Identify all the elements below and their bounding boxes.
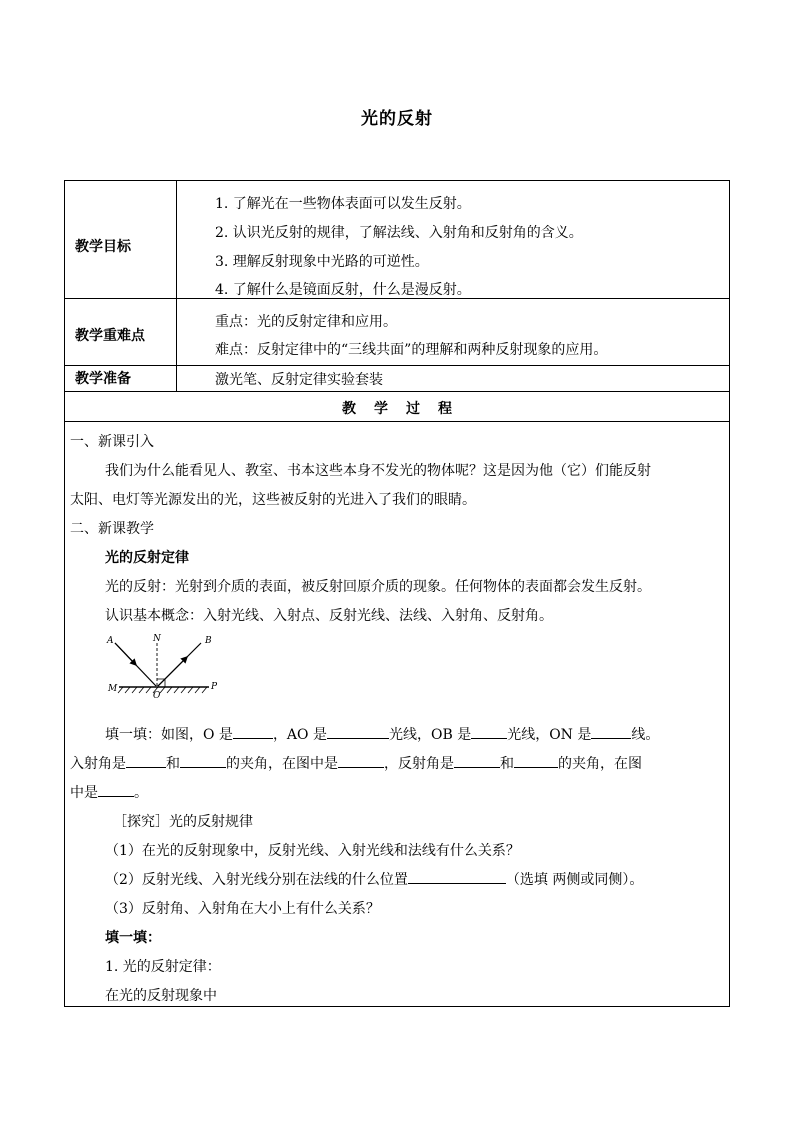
fill-text: 和	[166, 756, 180, 772]
objectives-label: 教学目标	[75, 239, 131, 255]
fill-text: 线。	[631, 727, 660, 743]
question-2	[105, 869, 643, 889]
fill-text: ，反射角是	[384, 756, 454, 772]
blank-field[interactable]	[233, 724, 273, 739]
label-n: N	[153, 634, 161, 644]
fill-text: 光线，OB 是	[388, 727, 472, 743]
fill-text: ，AO 是	[272, 727, 327, 743]
fill-heading: 填一填：	[105, 930, 161, 946]
fill-text: 中是	[70, 785, 98, 801]
objective-item: 3. 理解反射现象中光路的可逆性。	[215, 254, 429, 270]
fill-text: 。	[134, 785, 148, 801]
reflected-ray-arrow	[158, 657, 187, 686]
blank-field[interactable]	[454, 753, 500, 768]
blank-field[interactable]	[98, 782, 134, 797]
fill-text: 和	[500, 756, 514, 772]
row-divider	[65, 365, 729, 366]
process-title: 教学过程	[342, 401, 470, 417]
key-point-item: 难点：反射定律中的“三线共面”的理解和两种反射现象的应用。	[215, 342, 608, 358]
label-a: A	[107, 636, 114, 646]
paragraph-line: 太阳、电灯等光源发出的光，这些被反射的光进入了我们的眼睛。	[70, 492, 476, 508]
label-o: O	[153, 691, 161, 699]
column-divider	[176, 181, 177, 391]
question-text: （2）反射光线、入射光线分别在法线的什么位置	[105, 872, 408, 888]
section-heading: 二、新课教学	[70, 521, 154, 537]
fill-text: 的夹角，在图中是	[226, 756, 338, 772]
blank-field[interactable]	[514, 753, 558, 768]
key-points-label: 教学重难点	[75, 328, 145, 344]
blank-field[interactable]	[591, 724, 631, 739]
label-m: M	[108, 684, 118, 694]
question-text: （选填 两侧或同侧）。	[505, 872, 644, 888]
objective-item: 2. 认识光反射的规律，了解法线、入射角和反射角的含义。	[215, 225, 583, 241]
preparation-label: 教学准备	[75, 371, 131, 387]
section-heading: 一、新课引入	[70, 434, 154, 450]
page-title: 光的反射	[361, 109, 433, 129]
objective-item: 1. 了解光在一些物体表面可以发生反射。	[215, 196, 471, 212]
lesson-table	[64, 180, 730, 1007]
fill-text: 的夹角，在图	[558, 756, 642, 772]
fill-line-1	[105, 724, 659, 744]
concepts-line: 认识基本概念：入射光线、入射点、反射光线、法线、入射角、反射角。	[105, 608, 553, 624]
blank-field[interactable]	[180, 753, 226, 768]
preparation-text: 激光笔、反射定律实验套装	[215, 372, 383, 388]
mirror-hatching	[118, 687, 207, 693]
paragraph-line: 我们为什么能看见人、教室、书本这些本身不发光的物体呢？这是因为他（它）们能反射	[105, 463, 651, 479]
definition-line: 光的反射：光射到介质的表面，被反射回原介质的现象。任何物体的表面都会发生反射。	[105, 579, 651, 595]
incident-ray-arrow	[115, 643, 136, 665]
row-divider	[65, 421, 729, 422]
fill-text: 入射角是	[70, 756, 126, 772]
fill-line-3	[70, 782, 148, 802]
reflection-diagram	[105, 633, 225, 699]
row-divider	[65, 391, 729, 392]
fill-text: 填一填：如图，O 是	[105, 727, 233, 743]
blank-field[interactable]	[471, 724, 507, 739]
explore-title: ［探究］光的反射规律	[113, 814, 253, 830]
label-p: P	[211, 682, 218, 692]
question-1: （1）在光的反射现象中，反射光线、入射光线和法线有什么关系？	[105, 843, 520, 859]
law-item: 1. 光的反射定律：	[105, 959, 221, 975]
fill-text: 光线，ON 是	[507, 727, 592, 743]
blank-field[interactable]	[327, 724, 389, 739]
objective-item: 4. 了解什么是镜面反射，什么是漫反射。	[215, 282, 471, 298]
label-b: B	[205, 636, 212, 646]
key-point-item: 重点：光的反射定律和应用。	[215, 314, 397, 330]
last-line: 在光的反射现象中	[105, 988, 217, 1004]
question-3: （3）反射角、入射角在大小上有什么关系？	[105, 901, 380, 917]
blank-field[interactable]	[408, 869, 506, 884]
subsection-title: 光的反射定律	[105, 550, 189, 566]
fill-line-2	[70, 753, 642, 773]
blank-field[interactable]	[126, 753, 166, 768]
blank-field[interactable]	[338, 753, 384, 768]
